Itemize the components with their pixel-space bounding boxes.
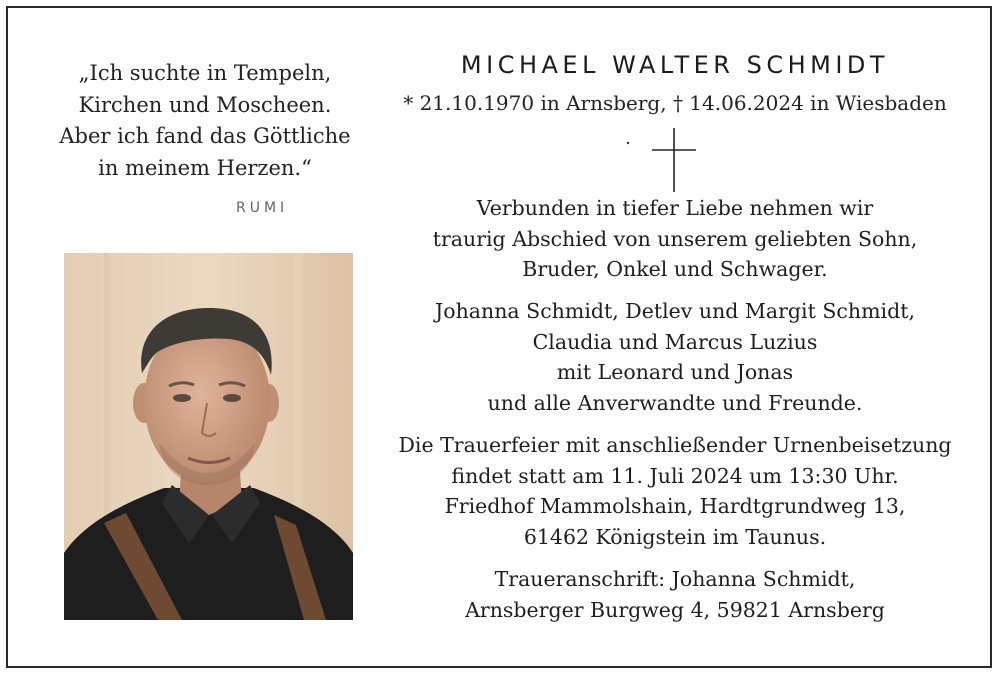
mourner-line: Johanna Schmidt, Detlev und Margit Schmidt, xyxy=(435,299,915,323)
address-line: Arnsberger Burgweg 4, 59821 Arnsberg xyxy=(465,597,885,622)
quote-line: „Ich suchte in Tempeln, xyxy=(78,61,332,85)
quote xyxy=(40,58,370,184)
ceremony-line: Die Trauerfeier mit anschließender Urnenbeisetzung xyxy=(398,433,952,457)
message-line: traurig Abschied von unserem geliebten Sohn, xyxy=(432,226,918,251)
message-line: Bruder, Onkel und Schwager. xyxy=(522,257,828,281)
cross-icon xyxy=(622,128,732,194)
mourner-line: und alle Anverwandte und Freunde. xyxy=(487,390,863,415)
ceremony-line: findet statt am 11. Juli 2024 um 13:30 Uhr. xyxy=(451,463,899,488)
quote-line: Aber ich fand das Göttliche xyxy=(59,124,351,148)
portrait-photo xyxy=(64,253,353,620)
farewell-message xyxy=(380,193,970,285)
address-line: Traueranschrift: Johanna Schmidt, xyxy=(494,567,856,591)
ceremony-line: Friedhof Mammolshain, Hardtgrundweg 13, xyxy=(444,494,906,518)
quote-line: in meinem Herzen.“ xyxy=(98,155,312,180)
mourning-address xyxy=(380,564,970,625)
quote-line: Kirchen und Moscheen. xyxy=(78,92,332,117)
quote-author: RUMI xyxy=(236,200,289,216)
ceremony-details xyxy=(380,430,970,552)
mourners-list xyxy=(380,296,970,418)
ceremony-line: 61462 Königstein im Taunus. xyxy=(523,524,827,549)
message-line: Verbunden in tiefer Liebe nehmen wir xyxy=(476,196,874,220)
deceased-name: MICHAEL WALTER SCHMIDT xyxy=(460,51,890,79)
mourner-line: Claudia und Marcus Luzius xyxy=(532,329,818,354)
life-dates: * 21.10.1970 in Arnsberg, † 14.06.2024 in Wiesbaden xyxy=(403,91,947,115)
mourner-line: mit Leonard und Jonas xyxy=(556,360,794,384)
